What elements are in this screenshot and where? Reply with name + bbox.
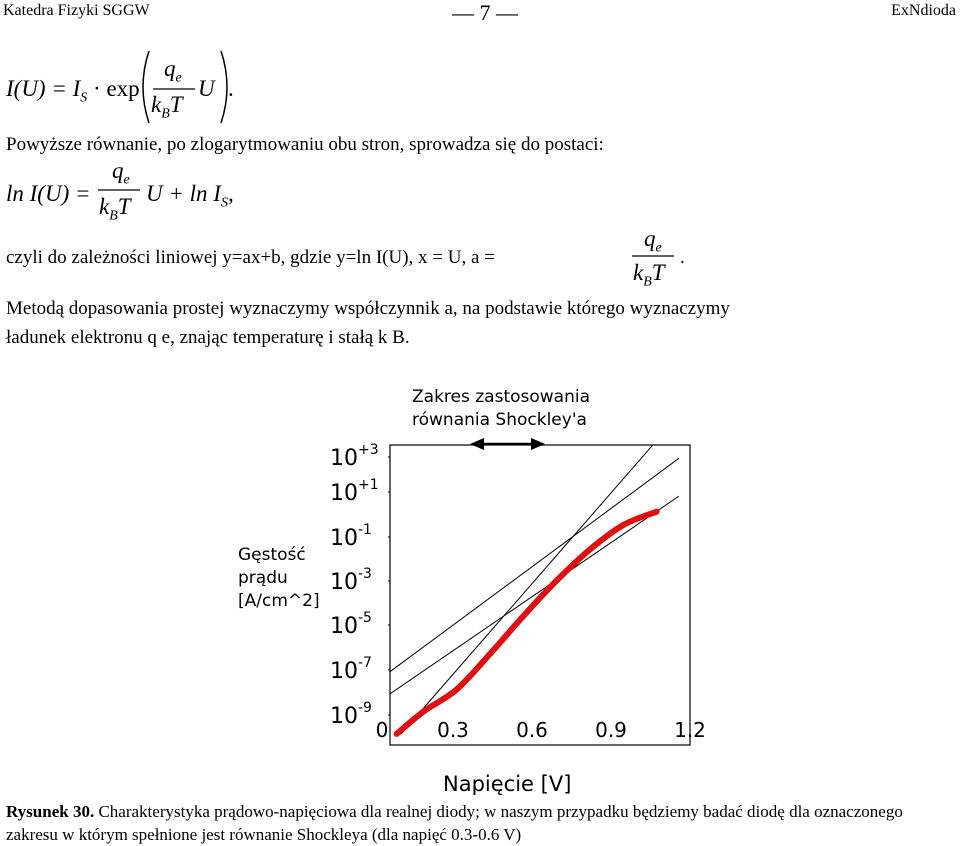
eq1-lhs [6, 76, 140, 107]
eq2-den-tail: T [117, 194, 131, 219]
eq2-end: , [227, 181, 234, 206]
eq1-num-sub: e [175, 70, 182, 86]
eq2-numerator [112, 158, 130, 189]
page-number: — 7 — [452, 0, 518, 25]
eq2-num: q [112, 158, 124, 183]
y-tick-label: $10^{-7}$ [330, 655, 372, 684]
y-tick-exponent: +3 [358, 442, 379, 458]
header-left: Katedra Fizyki SGGW [3, 2, 150, 19]
y-tick-label: $10^{-1}$ [330, 522, 372, 551]
x-tick-label: 1.2 [674, 718, 706, 742]
y-tick-label: $10^{+1}$ [330, 477, 379, 506]
eq2-lhs-text: ln I(U) = [6, 181, 91, 206]
paragraph-1: Powyższe równanie, po zlogarytmowaniu obu stron, sprowadza się do postaci: [6, 134, 604, 155]
eq1-numerator [164, 56, 182, 87]
para2-num-sub: e [655, 240, 662, 256]
series-curve-1 [397, 512, 657, 734]
x-tick-label: 0 [375, 718, 389, 742]
eq1-func: exp [106, 76, 140, 101]
eq1-denominator [151, 92, 183, 123]
eq1-op: · [93, 76, 101, 101]
y-tick-exponent: -9 [358, 700, 372, 716]
eq1-var: U [198, 76, 215, 101]
reference-lines [390, 441, 679, 734]
para2-num: q [644, 226, 656, 251]
ylabel-line-1: Gęstość [238, 545, 306, 565]
x-tick-label: 0.3 [437, 718, 469, 742]
eq1-den: k [151, 92, 162, 117]
ylabel-line-2: prądu [238, 568, 288, 588]
eq1-lhs-sub: S [80, 90, 88, 106]
paragraph-3-line-2: ładunek elektronu q e, znając temperaturę i stałą k B. [6, 327, 410, 348]
y-tick-exponent: -7 [358, 655, 372, 671]
eq1-num: q [164, 56, 176, 81]
eq1-den-tail: T [169, 92, 183, 117]
ylabel-line-3: [A/cm^2] [238, 591, 320, 611]
para2-den-tail: T [651, 260, 665, 285]
y-tick-exponent: -5 [358, 610, 372, 626]
caption-label: Rysunek 30. [6, 802, 95, 821]
eq1-lhs-text: I(U) = I [6, 76, 81, 101]
data-curve [397, 512, 657, 734]
y-tick-exponent: +1 [358, 477, 379, 493]
y-tick-label: $10^{-9}$ [330, 700, 372, 729]
para2-numerator [644, 226, 662, 257]
para2-denominator [633, 260, 665, 291]
paragraph-2: czyli do zależności liniowej y=ax+b, gdzie y=ln I(U), x = U, a = [6, 247, 495, 268]
para2-den: k [633, 260, 644, 285]
eq2-lhs [6, 181, 91, 207]
y-tick-label: $10^{-3}$ [330, 566, 372, 595]
eq1-end: . [228, 76, 234, 101]
eq2-denominator [99, 194, 131, 225]
para2-end: . [680, 247, 685, 268]
figure-caption [6, 800, 956, 846]
y-tick-label: $10^{-5}$ [330, 610, 372, 639]
annotation-line-2: równania Shockley'a [412, 410, 587, 430]
header-right: ExNdioda [891, 2, 956, 19]
eq1-den-sub: B [161, 106, 170, 122]
annotation-line-1: Zakres zastosowania [412, 387, 591, 407]
range-arrow [470, 438, 545, 450]
reference-line-2 [390, 458, 679, 671]
eq2-den-sub: B [109, 208, 118, 224]
eq2-mid-sub: S [220, 195, 228, 211]
y-tick-exponent: -1 [358, 522, 372, 538]
para2-den-sub: B [643, 274, 652, 290]
eq2-num-sub: e [123, 172, 130, 188]
x-tick-label: 0.6 [516, 718, 548, 742]
x-tick-label: 0.9 [595, 718, 627, 742]
iv-chart [230, 375, 730, 795]
xlabel: Napięcie [V] [443, 772, 572, 795]
eq2-mid-text: U + ln I [146, 181, 221, 206]
eq2-den: k [99, 194, 110, 219]
eq2-mid [146, 181, 234, 212]
reference-line-3 [390, 496, 679, 694]
y-tick-label: $10^{+3}$ [330, 442, 379, 471]
paragraph-3-line-1: Metodą dopasowania prostej wyznaczymy współczynnik a, na podstawie którego wyznaczymy [6, 298, 730, 319]
reference-line-1 [401, 441, 657, 734]
page-number-value: 7 [479, 0, 491, 25]
y-tick-labels [330, 442, 390, 729]
caption-text: Charakterystyka prądowo-napięciowa dla realnej diody; w naszym przypadku będziemy badać diodę dla oznaczonego zakresu w którym spełnione jest równanie Shockleya (dla napięć 0.3-0.6 V) [6, 802, 903, 844]
y-tick-exponent: -3 [358, 566, 372, 582]
x-tick-labels [376, 718, 706, 742]
